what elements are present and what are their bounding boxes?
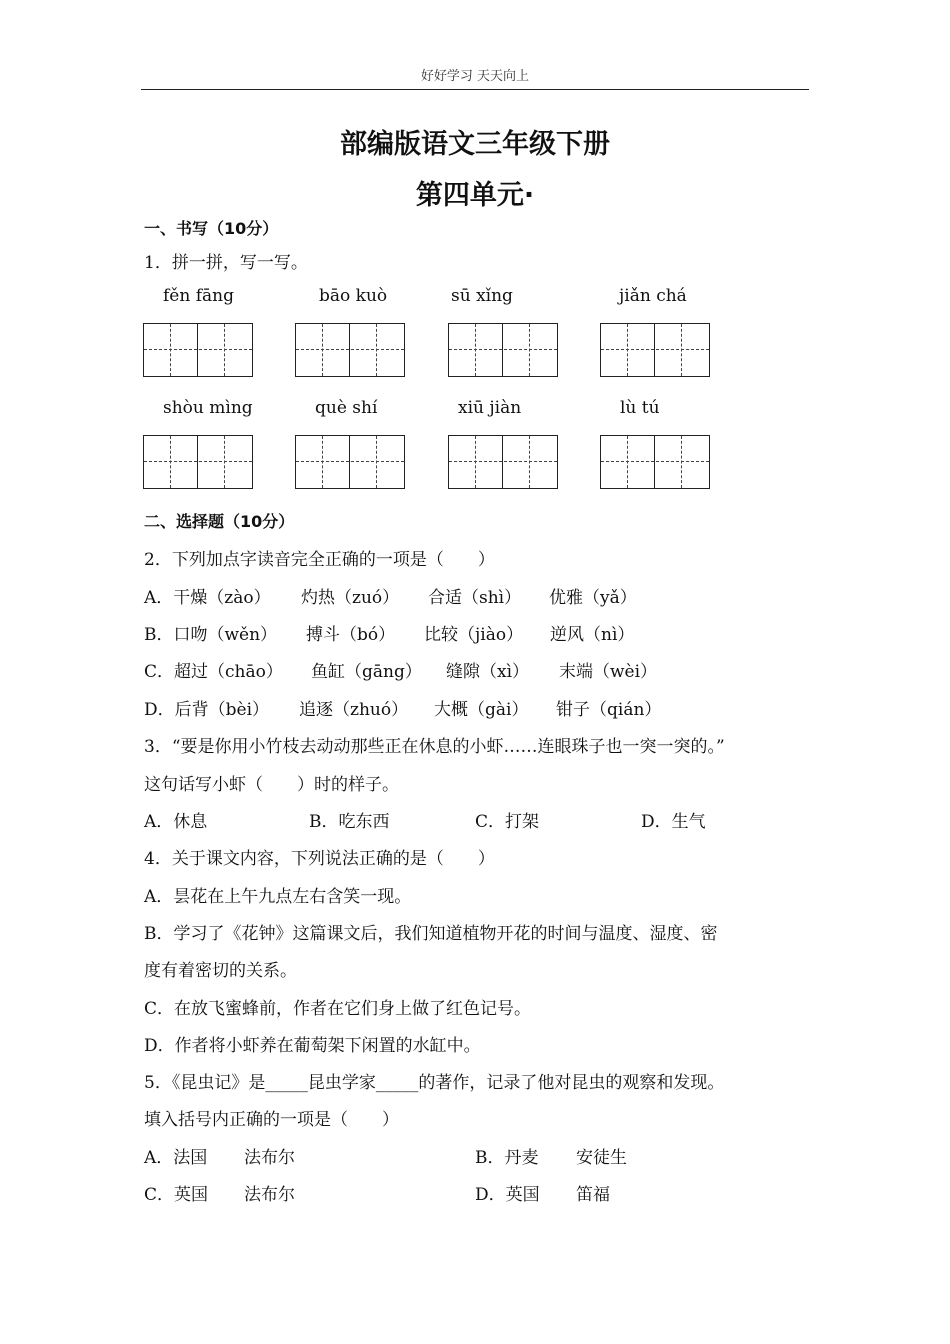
document-title: 部编版语文三年级下册	[340, 129, 610, 160]
q3-option-b[interactable]: B．吃东西	[309, 812, 390, 832]
writing-grid-box[interactable]	[600, 435, 710, 489]
writing-grid-box[interactable]	[295, 323, 405, 377]
question-5-stem-cont: 填入括号内正确的一项是（ ）	[144, 1110, 399, 1130]
pinyin-label: bāo kuò	[319, 286, 388, 306]
q4-option-d[interactable]: D．作者将小虾养在葡萄架下闲置的水缸中。	[144, 1036, 481, 1056]
writing-grid-box[interactable]	[143, 435, 253, 489]
section2-heading: 二、选择题（10分）	[144, 512, 295, 531]
header-divider	[141, 89, 809, 90]
writing-grid-box[interactable]	[448, 323, 558, 377]
pinyin-label: shòu mìng	[163, 398, 253, 418]
pinyin-label: sū xǐng	[451, 286, 513, 306]
writing-grid-box[interactable]	[143, 323, 253, 377]
question-4-stem: 4．关于课文内容，下列说法正确的是（ ）	[144, 849, 495, 869]
question-3-stem-cont: 这句话写小虾（ ）时的样子。	[144, 775, 399, 795]
page-header: 好好学习 天天向上	[420, 69, 530, 84]
q3-option-a[interactable]: A．休息	[144, 812, 208, 832]
writing-grid-box[interactable]	[295, 435, 405, 489]
pinyin-label: lù tú	[620, 398, 660, 418]
section1-heading: 一、书写（10分）	[144, 219, 279, 238]
q4-option-c[interactable]: C．在放飞蜜蜂前，作者在它们身上做了红色记号。	[144, 999, 532, 1019]
question-5-stem: 5．《昆虫记》是_____昆虫学家_____的著作，记录了他对昆虫的观察和发现。	[144, 1073, 725, 1093]
q3-option-c[interactable]: C．打架	[475, 812, 540, 832]
q4-option-b[interactable]: B．学习了《花钟》这篇课文后，我们知道植物开花的时间与温度、湿度、密	[144, 924, 718, 944]
question-3-stem: 3．“要是你用小竹枝去动动那些正在休息的小虾……连眼珠子也一突一突的。”	[144, 737, 725, 757]
writing-grid-box[interactable]	[448, 435, 558, 489]
pinyin-label: jiǎn chá	[619, 286, 687, 306]
writing-grid-box[interactable]	[600, 323, 710, 377]
q3-option-d[interactable]: D．生气	[641, 812, 706, 832]
question-1-stem: 1．拼一拼，写一写。	[144, 253, 308, 273]
q4-option-a[interactable]: A．昙花在上午九点左右含笑一现。	[144, 887, 412, 907]
pinyin-label: fěn fāng	[163, 286, 234, 306]
unit-title: 第四单元·	[415, 180, 535, 211]
pinyin-label: xiū jiàn	[458, 398, 522, 418]
question-2-stem: 2．下列加点字读音完全正确的一项是（ ）	[144, 550, 495, 570]
pinyin-label: què shí	[315, 398, 378, 418]
q4-option-b-cont[interactable]: 度有着密切的关系。	[144, 961, 297, 981]
